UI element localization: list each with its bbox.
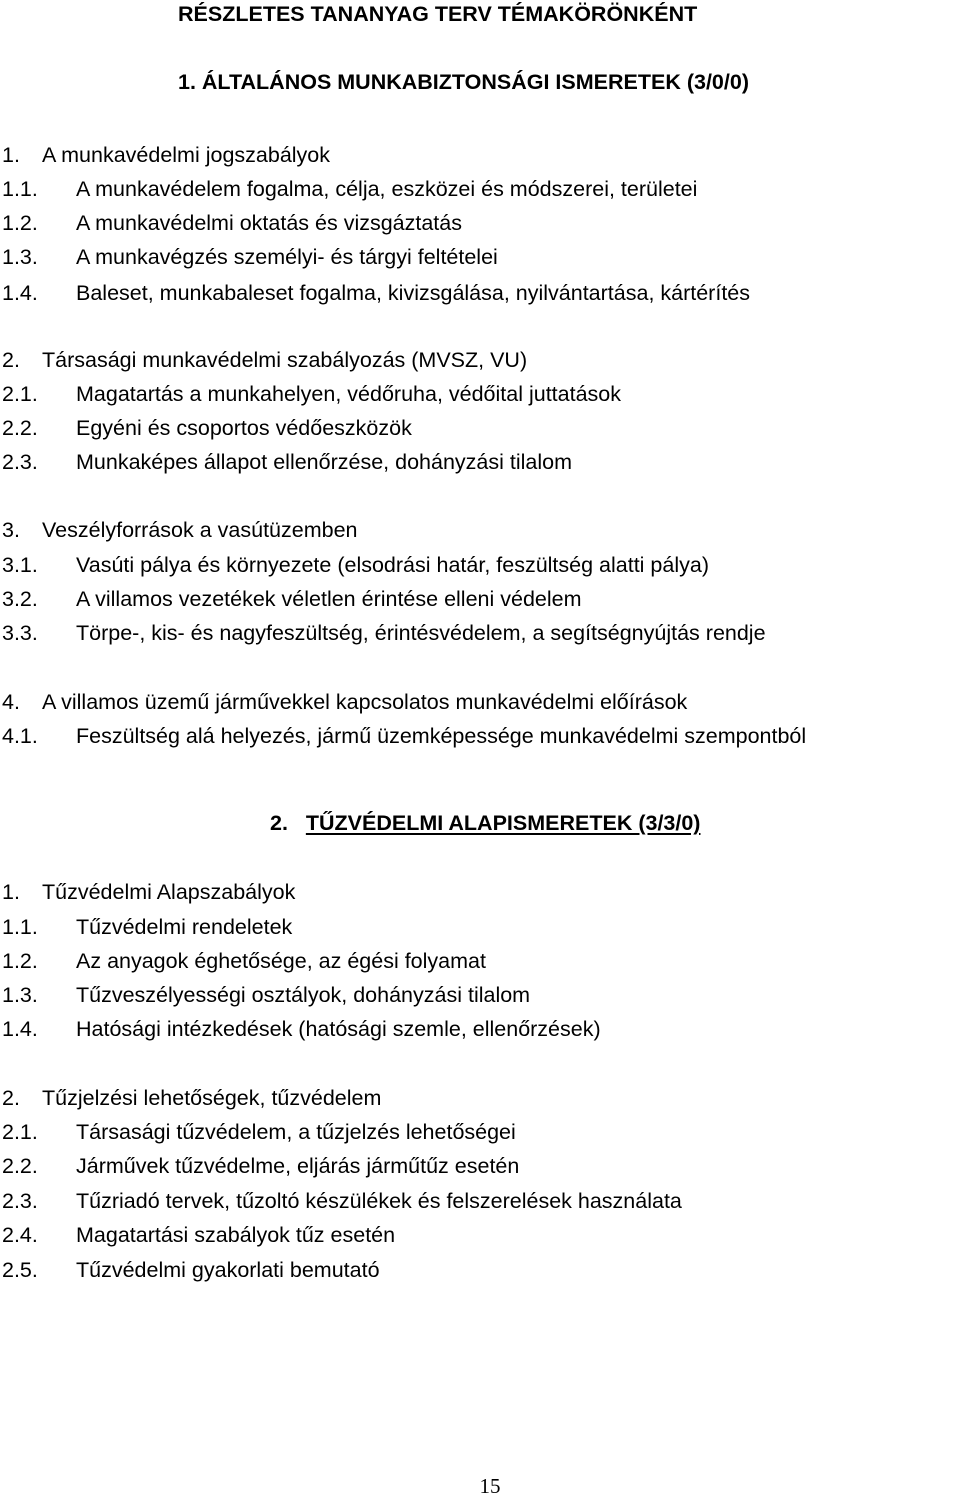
item-text: Törpe-, kis- és nagyfeszültség, érintésvédelem, a segítségnyújtás rendje	[76, 621, 766, 645]
item-number: 3.	[2, 518, 20, 542]
item-number: 2.1.	[2, 382, 38, 406]
item-number: 1.4.	[2, 281, 38, 305]
list-item	[2, 877, 295, 907]
item-number: 2.2.	[2, 1154, 38, 1178]
item-text: A villamos vezetékek véletlen érintése elleni védelem	[76, 587, 582, 611]
item-text: A villamos üzemű járművekkel kapcsolatos munkavédelmi előírások	[42, 690, 688, 714]
item-number: 1.	[2, 880, 20, 904]
item-number: 2.	[2, 348, 20, 372]
item-text: Egyéni és csoportos védőeszközök	[76, 416, 412, 440]
item-number: 1.3.	[2, 245, 38, 269]
item-text: Tűzveszélyességi osztályok, dohányzási tilalom	[76, 983, 531, 1007]
list-item	[2, 721, 806, 751]
item-text: Feszültség alá helyezés, jármű üzemképessége munkavédelmi szempontból	[76, 724, 807, 748]
item-number: 1.1.	[2, 177, 38, 201]
item-number: 3.1.	[2, 553, 38, 577]
item-text: Járművek tűzvédelme, eljárás járműtűz esetén	[76, 1154, 520, 1178]
list-item	[2, 140, 330, 170]
list-item	[2, 1083, 381, 1113]
list-item	[2, 980, 530, 1010]
item-text: Tűzvédelmi Alapszabályok	[42, 880, 296, 904]
section-2-title-text: TŰZVÉDELMI ALAPISMERETEK (3/3/0)	[305, 811, 701, 835]
list-item	[2, 379, 621, 409]
list-item	[2, 413, 412, 443]
section-1-title: 1. ÁLTALÁNOS MUNKABIZTONSÁGI ISMERETEK (3/0/0)	[178, 70, 749, 94]
list-item	[2, 208, 462, 238]
item-text: Munkaképes állapot ellenőrzése, dohányzási tilalom	[76, 450, 572, 474]
item-number: 3.2.	[2, 587, 38, 611]
list-item	[2, 946, 486, 976]
list-item	[2, 1220, 395, 1250]
item-number: 2.2.	[2, 416, 38, 440]
list-item	[2, 1014, 601, 1044]
item-number: 1.1.	[2, 915, 38, 939]
item-number: 1.3.	[2, 983, 38, 1007]
list-item	[2, 1186, 682, 1216]
item-text: Vasúti pálya és környezete (elsodrási határ, feszültség alatti pálya)	[76, 553, 709, 577]
item-number: 1.4.	[2, 1017, 38, 1041]
list-item	[2, 345, 527, 375]
document-title: RÉSZLETES TANANYAG TERV TÉMAKÖRÖNKÉNT	[178, 2, 698, 26]
item-text: Tűzjelzési lehetőségek, tűzvédelem	[42, 1086, 382, 1110]
item-number: 2.4.	[2, 1223, 38, 1247]
item-number: 2.	[2, 1086, 20, 1110]
list-item	[2, 618, 766, 648]
item-number: 1.	[2, 143, 20, 167]
item-text: A munkavédelmi oktatás és vizsgáztatás	[76, 211, 462, 235]
list-item	[2, 174, 697, 204]
section-2-number: 2.	[270, 811, 288, 835]
item-number: 2.3.	[2, 450, 38, 474]
item-text: Magatartás a munkahelyen, védőruha, védőital juttatások	[76, 382, 621, 406]
list-item	[2, 1151, 519, 1181]
item-number: 4.1.	[2, 724, 38, 748]
list-item	[2, 550, 709, 580]
item-number: 1.2.	[2, 211, 38, 235]
section-2-title	[270, 811, 700, 836]
item-text: Tűzvédelmi gyakorlati bemutató	[76, 1258, 380, 1282]
item-text: Hatósági intézkedések (hatósági szemle, ellenőrzések)	[76, 1017, 601, 1041]
item-text: Társasági munkavédelmi szabályozás (MVSZ, VU)	[42, 348, 528, 372]
item-text: Veszélyforrások a vasútüzemben	[42, 518, 358, 542]
item-text: Tűzvédelmi rendeletek	[76, 915, 293, 939]
list-item	[2, 584, 582, 614]
page-number: 15	[479, 1474, 501, 1498]
item-number: 2.3.	[2, 1189, 38, 1213]
item-text: Az anyagok éghetősége, az égési folyamat	[76, 949, 486, 973]
item-number: 3.3.	[2, 621, 38, 645]
list-item	[2, 912, 292, 942]
list-item	[2, 242, 498, 272]
list-item	[2, 278, 750, 308]
item-text: Magatartási szabályok tűz esetén	[76, 1223, 396, 1247]
list-item	[2, 1117, 516, 1147]
item-text: A munkavédelem fogalma, célja, eszközei és módszerei, területei	[76, 177, 698, 201]
list-item	[2, 687, 687, 717]
list-item	[2, 447, 572, 477]
item-text: Társasági tűzvédelem, a tűzjelzés lehetőségei	[76, 1120, 516, 1144]
list-item	[2, 515, 358, 545]
item-number: 1.2.	[2, 949, 38, 973]
list-item	[2, 1255, 380, 1285]
item-number: 2.1.	[2, 1120, 38, 1144]
item-number: 2.5.	[2, 1258, 38, 1282]
item-text: A munkavédelmi jogszabályok	[42, 143, 331, 167]
item-text: Tűzriadó tervek, tűzoltó készülékek és felszerelések használata	[76, 1189, 682, 1213]
item-text: Baleset, munkabaleset fogalma, kivizsgálása, nyilvántartása, kártérítés	[76, 281, 750, 305]
item-text: A munkavégzés személyi- és tárgyi feltételei	[76, 245, 498, 269]
item-number: 4.	[2, 690, 20, 714]
